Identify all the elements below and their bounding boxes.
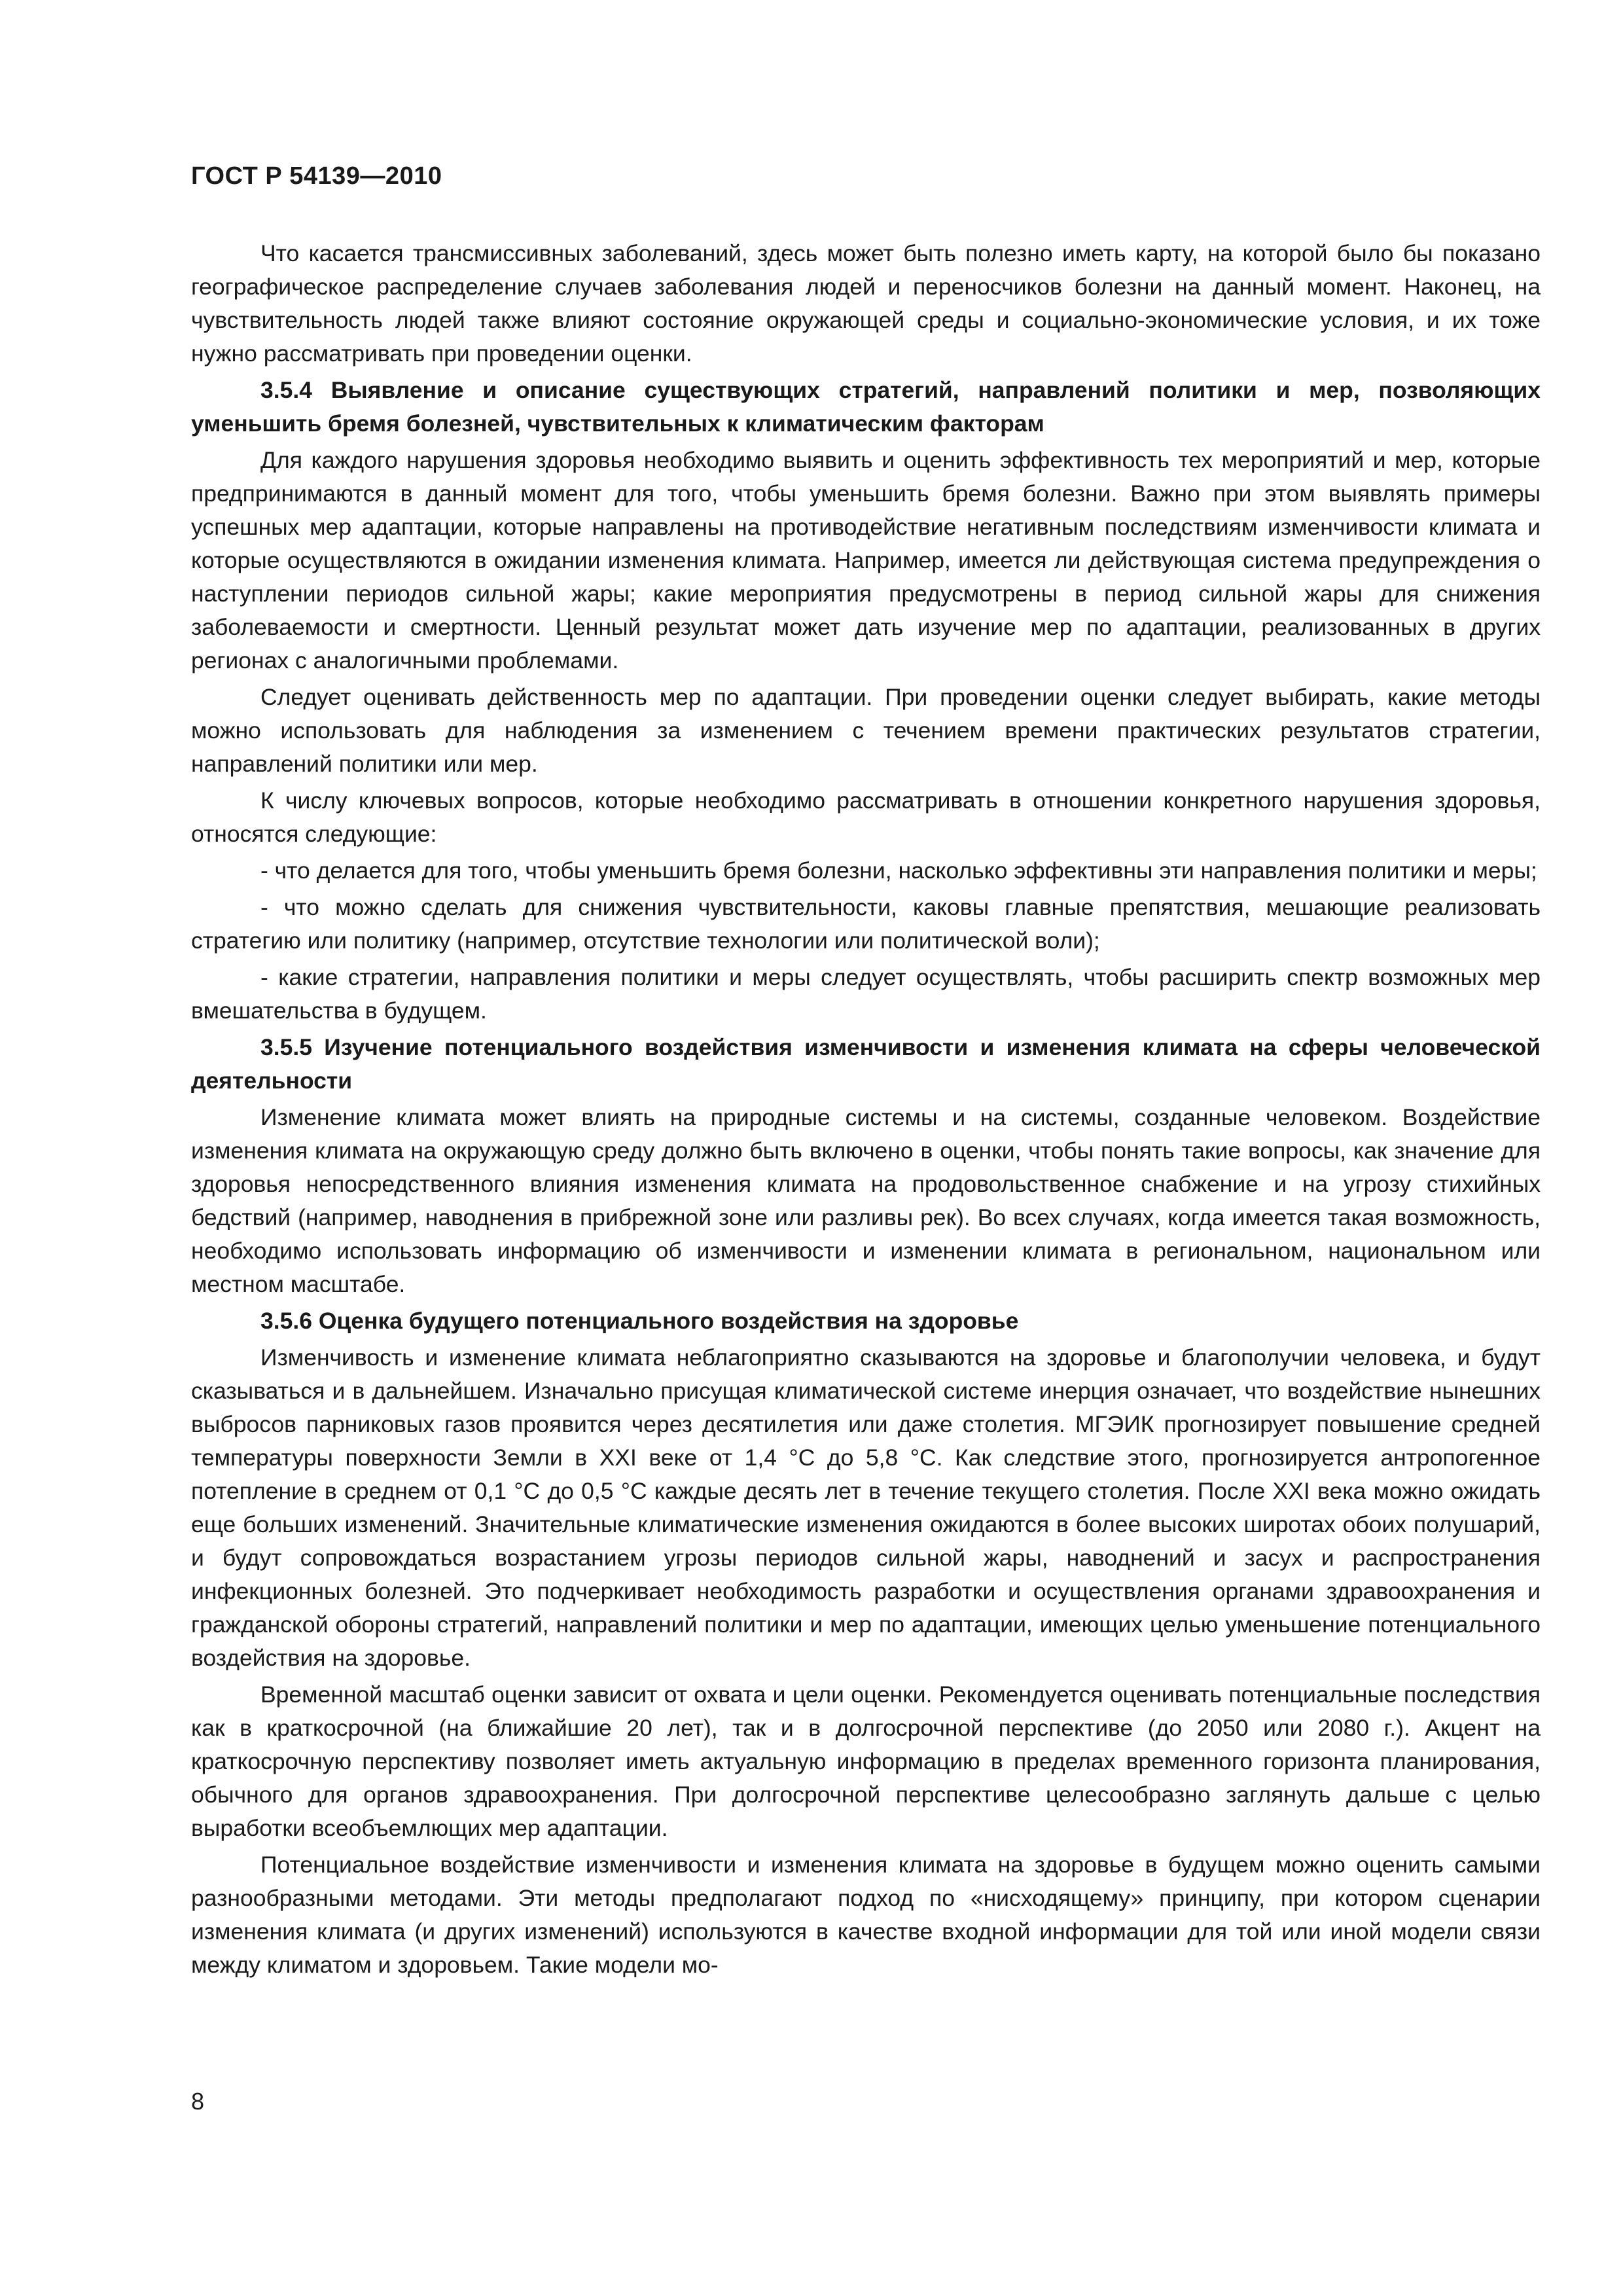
document-header: ГОСТ Р 54139—2010	[191, 162, 442, 190]
paragraph: Изменчивость и изменение климата неблагоприятно сказываются на здоровье и благополучии человека, и будут сказываться и в дальнейшем. Изначально присущая климатической системе инерция означает, что воздействие нынешних выбросов парниковых газов проявится через десятилетия или даже столетия. МГЭИК прогнозирует повышение средней температуры поверхности Земли в XXI веке от 1,4 °С до 5,8 °С. Как следствие этого, прогнозируется антропогенное потепление в среднем от 0,1 °С до 0,5 °С каждые десять лет в течение текущего столетия. После XXI века можно ожидать еще больших изменений. Значительные климатические изменения ожидаются в более высоких широтах обоих полушарий, и будут сопровождаться возрастанием угрозы периодов сильной жары, наводнений и засух и распространения инфекционных болезней. Это подчеркивает необходимость разработки и осуществления органами здравоохранения и гражданской обороны стратегий, направлений политики и мер по адаптации, имеющих целью уменьшение потенциального воздействия на здоровье.	[191, 1344, 1541, 1671]
paragraph: Изменение климата может влиять на природные системы и на системы, созданные человеком. Воздействие изменения климата на окружающую среду должно быть включено в оценки, чтобы понять такие вопросы, как значение для здоровья непосредственного влияния изменения климата на продовольственное снабжение и на угрозу стихийных бедствий (например, наводнения в прибрежной зоне или разливы рек). Во всех случаях, когда имеется такая возможность, необходимо использовать информацию об изменчивости и изменении климата в региональном, национальном или местном масштабе.	[191, 1104, 1541, 1297]
paragraph: К числу ключевых вопросов, которые необходимо рассматривать в отношении конкретного нарушения здоровья, относятся следующие:	[191, 787, 1541, 847]
page-number: 8	[191, 2088, 205, 2115]
document-body	[191, 237, 1541, 1985]
list-item: - какие стратегии, направления политики и меры следует осуществлять, чтобы расширить спектр возможных мер вмешательства в будущем.	[191, 964, 1541, 1024]
paragraph: Потенциальное воздействие изменчивости и изменения климата на здоровье в будущем можно оценить самыми разнообразными методами. Эти методы предполагают подход по «нисходящему» принципу, при котором сценарии изменения климата (и других изменений) используются в качестве входной информации для той или иной модели связи между климатом и здоровьем. Такие модели мо-	[191, 1852, 1541, 1978]
paragraph: Следует оценивать действенность мер по адаптации. При проведении оценки следует выбирать, какие методы можно использовать для наблюдения за изменением с течением времени практических результатов стратегии, направлений политики или мер.	[191, 684, 1541, 777]
section-heading-3-5-4: 3.5.4 Выявление и описание существующих стратегий, направлений политики и мер, позволяющих уменьшить бремя болезней, чувствительных к климатическим факторам	[191, 377, 1541, 437]
paragraph: Временной масштаб оценки зависит от охвата и цели оценки. Рекомендуется оценивать потенциальные последствия как в краткосрочной (на ближайшие 20 лет), так и в долгосрочной перспективе (до 2050 или 2080 г.). Акцент на краткосрочную перспективу позволяет иметь актуальную информацию в пределах временного горизонта планирования, обычного для органов здравоохранения. При долгосрочной перспективе целесообразно заглянуть дальше с целью выработки всеобъемлющих мер адаптации.	[191, 1681, 1541, 1841]
section-heading-3-5-5: 3.5.5 Изучение потенциального воздействия изменчивости и изменения климата на сферы человеческой деятельности	[191, 1034, 1541, 1094]
list-item: - что делается для того, чтобы уменьшить бремя болезни, насколько эффективны эти направления политики и меры;	[260, 857, 1537, 884]
list-item: - что можно сделать для снижения чувствительности, каковы главные препятствия, мешающие реализовать стратегию или политику (например, отсутствие технологии или политической воли);	[191, 894, 1541, 954]
paragraph: Для каждого нарушения здоровья необходимо выявить и оценить эффективность тех мероприятий и мер, которые предпринимаются в данный момент для того, чтобы уменьшить бремя болезни. Важно при этом выявлять примеры успешных мер адаптации, которые направлены на противодействие негативным последствиям изменчивости климата и которые осуществляются в ожидании изменения климата. Например, имеется ли действующая система предупреждения о наступлении периодов сильной жары; какие мероприятия предусмотрены в период сильной жары для снижения заболеваемости и смертности. Ценный результат может дать изучение мер по адаптации, реализованных в других регионах с аналогичными проблемами.	[191, 447, 1541, 673]
section-heading-3-5-6: 3.5.6 Оценка будущего потенциального воздействия на здоровье	[260, 1308, 1019, 1334]
paragraph: Что касается трансмиссивных заболеваний, здесь может быть полезно иметь карту, на которой было бы показано географическое распределение случаев заболевания людей и переносчиков болезни на данный момент. Наконец, на чувствительность людей также влияют состояние окружающей среды и социально-экономические условия, и их тоже нужно рассматривать при проведении оценки.	[191, 240, 1541, 367]
